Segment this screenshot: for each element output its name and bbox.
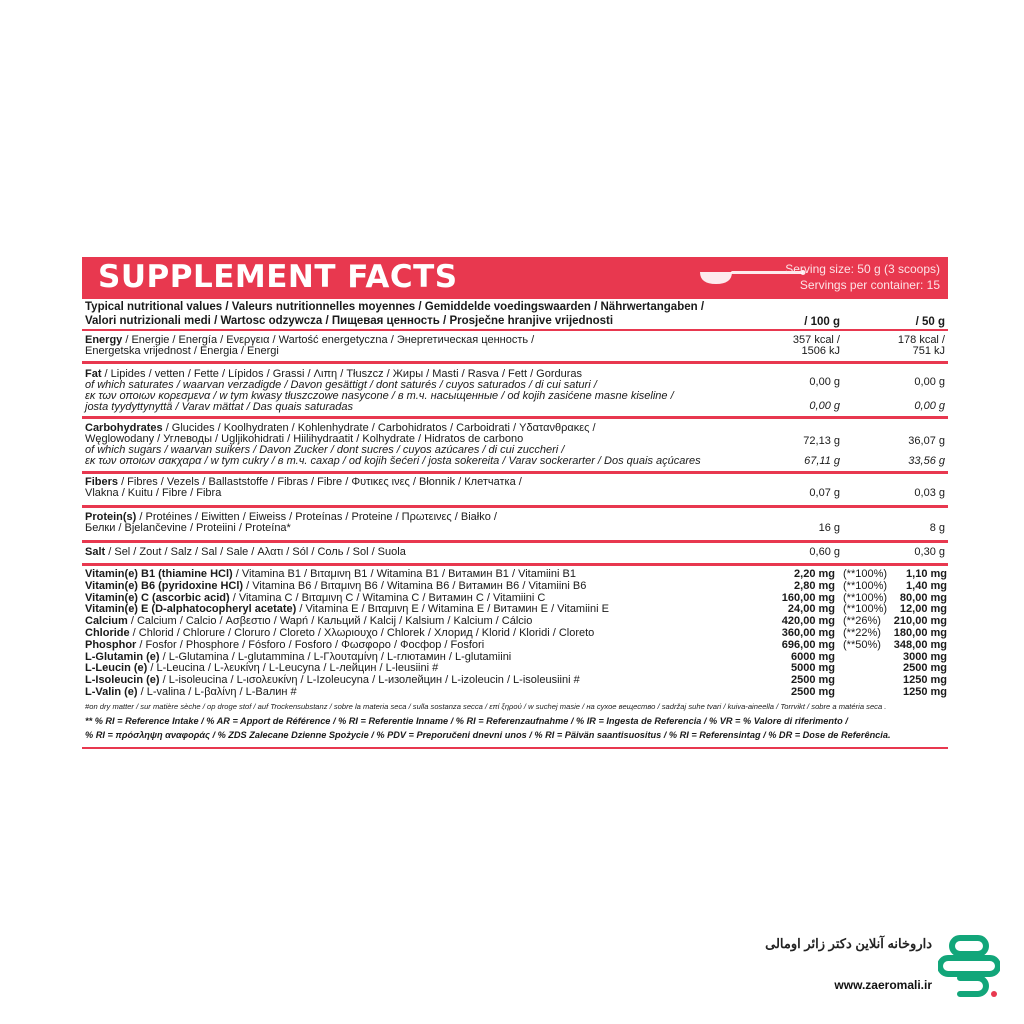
sugars-100: 67,11 g <box>804 455 840 467</box>
typical-values-line-2: Valori nutrizionali medi / Wartosc odzywcza / Пищевая ценность / Prosječne hranjive vrijednosti <box>85 315 614 327</box>
protein-100: 16 g <box>818 522 840 534</box>
micronutrient-row <box>85 675 945 686</box>
energy-100-kcal: 357 kcal / <box>792 334 840 346</box>
micronutrient-row <box>85 604 945 615</box>
salt-50: 0,30 g <box>914 546 945 558</box>
micronutrient-50: 1,10 mg <box>906 568 947 580</box>
energy-50-kj: 751 kJ <box>912 345 945 357</box>
micronutrient-ri-percent: (**26%) <box>843 615 881 628</box>
fat-sat-100: 0,00 g <box>809 400 840 412</box>
micronutrient-row <box>85 652 945 663</box>
micronutrient-50: 12,00 mg <box>899 603 947 616</box>
typical-values-text <box>85 300 785 328</box>
pharmacy-url: www.zaeromali.ir <box>834 978 932 992</box>
micronutrient-label: L-Isoleucin (e) <box>85 674 160 687</box>
carbohydrates-section <box>82 419 948 474</box>
energy-translations: / Energie / Energía / Ενεργεια / Wartość energetyczna / Энергетическая ценность / <box>122 334 535 346</box>
reference-intake-footnote-2: % RI = πρόσληψη αναφοράς / % ZDS Zalecane Dzienne Spożycie / % PDV = Preporučeni dnevni unos / % RI = Päivän saantisuositus / % RI = Referensintag / % DR = Dose de Referência. <box>85 730 891 740</box>
micronutrient-50: 1,40 mg <box>906 579 947 592</box>
micronutrient-translations: / Vitamina B6 / Βιταμινη B6 / Witamina B6 / Витамин B6 / Vitamiini B6 <box>243 579 587 592</box>
pharmacy-cross-logo-icon <box>938 924 1000 1002</box>
carbs-sugars-line-2: εκ των οποιων σακχαρα / w tym cukry / в т.ч. сахар / od kojih šećeri / josta sokereita / Varav sockerarter / Dos quais açúcares <box>85 455 701 467</box>
carbs-label: Carbohydrates <box>85 422 163 434</box>
fibers-translations: / Fibres / Vezels / Ballaststoffe / Fibras / Fibre / Φυτικες ινες / Błonnik / Клетчатка / <box>118 476 522 488</box>
micronutrient-name <box>85 604 609 615</box>
micronutrient-name <box>85 616 532 627</box>
micronutrient-100: 2500 mg <box>790 686 835 698</box>
salt-line-1 <box>85 547 406 558</box>
fibers-100: 0,07 g <box>809 487 840 499</box>
fat-saturates-line-1: of which saturates / waarvan verzadigde / Davon gesättigt / dont saturés / cuyos saturados / di cui saturi / <box>85 379 597 391</box>
micronutrient-label: Phosphor <box>85 638 137 651</box>
micronutrient-name <box>85 593 545 604</box>
micronutrient-ri-percent: (**100%) <box>843 603 888 616</box>
label-header <box>82 257 948 299</box>
servings-per-container: Servings per container: 15 <box>799 278 940 292</box>
serving-info <box>785 261 940 293</box>
micronutrient-translations: / Vitamina E / Βιταμινη E / Witamina E / Витамин E / Vitamiini E <box>296 603 609 616</box>
label-title: SUPPLEMENT FACTS <box>98 259 458 295</box>
micronutrient-ri-percent: (**100%) <box>843 579 888 592</box>
reference-intake-footnote-1: ** % RI = Reference Intake / % AR = Apport de Référence / % RI = Referentie Inname / % RI = Referenzaufnahme / % IR = Ingesta de Referencia / % VR = % Valore di riferimento / <box>85 716 848 726</box>
micronutrient-100: 160,00 mg <box>781 591 835 604</box>
micronutrient-name <box>85 663 438 674</box>
micronutrient-100: 6000 mg <box>790 650 835 663</box>
salt-label: Salt <box>85 546 106 558</box>
fibers-line-2: Vlakna / Kuitu / Fibre / Fibra <box>85 487 222 499</box>
fat-label: Fat <box>85 368 102 380</box>
micronutrient-row <box>85 663 945 674</box>
column-header <box>82 299 948 331</box>
footnotes <box>82 700 948 749</box>
protein-line-2: Белки / Bjelančevine / Proteiini / Proteína* <box>85 522 291 534</box>
micronutrient-name <box>85 581 586 592</box>
micronutrient-name <box>85 569 576 580</box>
micronutrient-translations: / Vitamina C / Βιταμινη C / Witamina C / Витамин C / Vitamiini C <box>229 591 546 604</box>
carbs-translations: / Glucides / Koolhydraten / Kohlenhydrate / Carbohidratos / Carboidrati / Υδατανθρακες / <box>162 422 596 434</box>
micronutrient-row <box>85 628 945 639</box>
micronutrient-translations: / L-valina / L-βαλίνη / L-Валин # <box>137 686 297 698</box>
per-50g-header: / 50 g <box>915 316 945 328</box>
fat-sat-50: 0,00 g <box>914 400 945 412</box>
micronutrient-100: 420,00 mg <box>781 615 835 628</box>
carbs-line-2: Węglowodany / Углеводы / Ugljikohidrati / Hiilihydraatit / Kolhydrate / Hidratos de carbono <box>85 433 524 445</box>
pharmacy-name: داروخانه آنلاین دکتر زائر اومالی <box>765 936 932 951</box>
micronutrient-label: L-Valin (e) <box>85 686 138 698</box>
micronutrient-label: Calcium <box>85 615 128 628</box>
micronutrient-50: 210,00 mg <box>893 615 947 628</box>
micronutrient-name <box>85 628 594 639</box>
micronutrient-translations: / L-Leucina / L-λευκίνη / L-Leucyna / L-лейцин / L-leusiini # <box>147 662 439 675</box>
micronutrient-translations: / Fosfor / Phosphore / Fósforo / Fosforo / Φωσφορο / Фосфор / Fosfori <box>136 638 485 651</box>
micronutrient-100: 360,00 mg <box>781 627 835 639</box>
pharmacy-watermark <box>765 924 1020 1014</box>
micronutrient-row <box>85 616 945 627</box>
fat-50: 0,00 g <box>914 376 945 388</box>
micronutrient-label: L-Glutamin (e) <box>85 650 160 663</box>
micronutrient-ri-percent: (**100%) <box>843 568 888 580</box>
micronutrient-50: 1250 mg <box>902 674 947 687</box>
energy-50-kcal: 178 kcal / <box>897 334 945 346</box>
fibers-section <box>82 474 948 508</box>
fat-saturates-line-3: josta tyydyttynyttä / Varav mättat / Das quais saturadas <box>85 401 353 413</box>
carbs-50: 36,07 g <box>908 435 945 447</box>
micronutrient-name <box>85 652 511 663</box>
typical-values-line-1: Typical nutritional values / Valeurs nutritionnelles moyennes / Gemiddelde voedingswaarden / Nährwertangaben / <box>85 301 705 313</box>
micronutrient-50: 3000 mg <box>902 650 947 663</box>
supplement-facts-label <box>82 257 948 749</box>
micronutrient-row <box>85 640 945 651</box>
micronutrient-translations: / Calcium / Calcio / Ασβεστιο / Wapń / Кальций / Kalcij / Kalsium / Kalcium / Cálcio <box>127 615 533 628</box>
energy-line-2: Energetska vrijednost / Energia / Energi <box>85 345 279 357</box>
energy-100-kj: 1506 kJ <box>801 345 840 357</box>
micronutrient-100: 696,00 mg <box>781 638 835 651</box>
salt-section <box>82 543 948 566</box>
micronutrients-section <box>82 566 948 700</box>
micronutrient-100: 2,80 mg <box>794 579 835 592</box>
micronutrient-ri-percent: (**100%) <box>843 591 888 604</box>
carbs-sugars-line-1: of which sugars / waarvan suikers / Davon Zucker / dont sucres / cuyos azúcares / di cui zuccheri / <box>85 444 565 456</box>
micronutrient-50: 1250 mg <box>902 686 947 698</box>
micronutrient-100: 5000 mg <box>790 662 835 675</box>
fibers-50: 0,03 g <box>914 487 945 499</box>
micronutrient-name <box>85 675 580 686</box>
energy-label: Energy <box>85 334 123 346</box>
micronutrient-ri-percent: (**22%) <box>843 627 881 639</box>
per-100g-header: / 100 g <box>804 316 840 328</box>
salt-100: 0,60 g <box>809 546 840 558</box>
micronutrient-translations: / Chlorid / Chlorure / Cloruro / Cloreto / Χλωριουχο / Chlorek / Хлорид / Klorid / Kloridi / Cloreto <box>129 627 595 639</box>
serving-size: Serving size: 50 g (3 scoops) <box>785 262 940 276</box>
micronutrient-translations: / L-isoleucina / L-ισολευκίνη / L-Izoleucyna / L-изолейцин / L-izoleucin / L-isoleusiini # <box>159 674 580 687</box>
micronutrient-100: 2,20 mg <box>794 568 835 580</box>
micronutrient-100: 2500 mg <box>790 674 835 687</box>
dry-matter-footnote: #on dry matter / sur matière sèche / op droge stof / auf Trockensubstanz / sobre la materia seca / sulla sostanza secca / επί ξηρού / w suchej masie / на сухое вещество / sadržaj suhe tvari / kuiva-aineella / Torrvikt / sobre a matéria seca . <box>85 702 887 711</box>
protein-50: 8 g <box>929 522 945 534</box>
fat-100: 0,00 g <box>809 376 840 388</box>
micronutrient-row <box>85 581 945 592</box>
micronutrient-ri-percent: (**50%) <box>843 638 881 651</box>
energy-section <box>82 331 948 364</box>
micronutrient-label: L-Leucin (e) <box>85 662 148 675</box>
micronutrient-50: 80,00 mg <box>899 591 947 604</box>
salt-translations: / Sel / Zout / Salz / Sal / Sale / Αλατι / Sól / Соль / Sol / Suola <box>105 546 406 558</box>
micronutrient-label: Vitamin(e) B6 (pyridoxine HCl) <box>85 579 244 592</box>
fat-saturates-line-2: εκ των οποιων κορεσμενα / w tym kwasy tłuszczowe nasycone / в т.ч. насыщенные / od kojih zasićene masne kiseline / <box>85 390 674 402</box>
micronutrient-row <box>85 569 945 580</box>
micronutrient-translations: / L-Glutamina / L-glutammina / L-Γλουταμίνη / L-глютамин / L-glutamiini <box>159 650 512 663</box>
protein-translations: / Protéines / Eiwitten / Eiweiss / Proteínas / Proteine / Πρωτεινες / Białko / <box>136 511 497 523</box>
protein-label: Protein(s) <box>85 511 137 523</box>
micronutrient-50: 348,00 mg <box>893 638 947 651</box>
fibers-label: Fibers <box>85 476 119 488</box>
micronutrient-translations: / Vitamina B1 / Βιταμινη B1 / Witamina B1 / Витамин B1 / Vitamiini B1 <box>232 568 576 580</box>
sugars-50: 33,56 g <box>908 455 945 467</box>
protein-section <box>82 508 948 543</box>
micronutrient-label: Chloride <box>85 627 130 639</box>
carbs-100: 72,13 g <box>803 435 840 447</box>
fat-section <box>82 364 948 419</box>
micronutrient-50: 2500 mg <box>902 662 947 675</box>
micronutrient-row <box>85 593 945 604</box>
micronutrient-label: Vitamin(e) C (ascorbic acid) <box>85 591 230 604</box>
fat-translations: / Lipides / vetten / Fette / Lípidos / Grassi / Λιπη / Tłuszcz / Жиры / Masti / Rasva / Fett / Gorduras <box>101 368 583 380</box>
micronutrient-label: Vitamin(e) E (D-alphatocopheryl acetate) <box>85 603 297 616</box>
micronutrient-50: 180,00 mg <box>893 627 947 639</box>
micronutrient-100: 24,00 mg <box>787 603 835 616</box>
micronutrient-name <box>85 640 484 651</box>
micronutrient-name <box>85 687 297 698</box>
micronutrient-row <box>85 687 945 698</box>
micronutrient-label: Vitamin(e) B1 (thiamine HCl) <box>85 568 233 580</box>
